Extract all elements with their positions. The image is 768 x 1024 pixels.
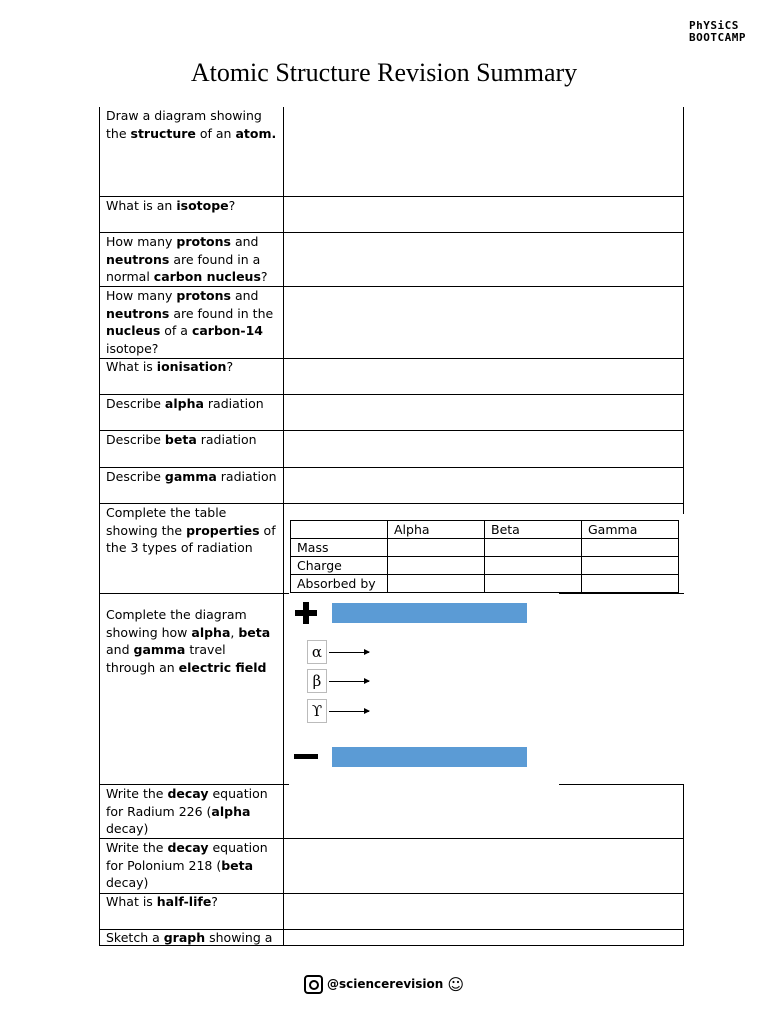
answer-cell[interactable] [582,575,679,593]
question-isotope: What is an isotope? [106,198,236,213]
footer [0,975,768,994]
worksheet-table [99,107,684,946]
header-blank [291,521,388,539]
answer-cell[interactable] [582,557,679,575]
physics-bootcamp-logo: PhYSiCS BOOTCAMP [689,19,746,44]
question-alpha: Describe alpha radiation [106,396,264,411]
beta-arrow [329,681,369,682]
gamma-arrow [329,711,369,712]
answer-cell[interactable] [388,557,485,575]
question-polonium-decay: Write the decay equation for Polonium 218 (beta decay) [106,840,268,891]
social-handle: @sciencerevision [326,977,444,991]
answer-cell[interactable] [485,575,582,593]
answer-cell[interactable] [485,557,582,575]
table-border-right-lower [683,784,684,946]
row-label-charge: Charge [291,557,388,575]
question-structure-atom: Draw a diagram showing the structure of an atom. [106,108,277,141]
question-gamma: Describe gamma radiation [106,469,277,484]
answer-cell[interactable] [388,539,485,557]
alpha-symbol: α [307,640,327,664]
row-label-absorbed-by: Absorbed by [291,575,388,593]
beta-symbol: β [307,669,327,693]
question-radium-decay: Write the decay equation for Radium 226 (alpha decay) [106,786,268,837]
header-alpha: Alpha [388,521,485,539]
negative-plate [332,747,527,767]
answer-cell[interactable] [388,575,485,593]
row-line [559,784,684,785]
question-carbon-nucleus: How many protons and neutrons are found in a normal carbon nucleus? [106,234,268,285]
answer-cell[interactable] [582,539,679,557]
table-row [291,539,679,557]
positive-plate [332,603,527,623]
question-beta: Describe beta radiation [106,432,257,447]
gamma-symbol: ϒ [307,699,327,723]
table-row [291,575,679,593]
minus-icon [294,754,318,759]
header-gamma: Gamma [582,521,679,539]
snapchat-icon: ☺ [447,975,465,994]
row-label-mass: Mass [291,539,388,557]
answer-cell[interactable] [485,539,582,557]
question-electric-field: Complete the diagram showing how alpha, beta and gamma travel through an electric field [106,607,271,675]
electric-field-diagram [289,593,559,783]
header-beta: Beta [485,521,582,539]
question-ionisation: What is ionisation? [106,359,234,374]
table-row [291,557,679,575]
page-title: Atomic Structure Revision Summary [190,58,578,87]
question-properties-table: Complete the table showing the properties of the 3 types of radiation [106,505,276,556]
radiation-properties-table [290,520,679,593]
question-carbon-14: How many protons and neutrons are found in the nucleus of a carbon-14 isotope? [106,288,274,356]
question-graph: Sketch a graph showing a [106,930,273,945]
alpha-arrow [329,652,369,653]
plus-icon-vertical [303,602,309,624]
table-header-row [291,521,679,539]
table-border-right [683,107,684,514]
question-half-life: What is half-life? [106,894,218,909]
instagram-icon [304,975,323,994]
